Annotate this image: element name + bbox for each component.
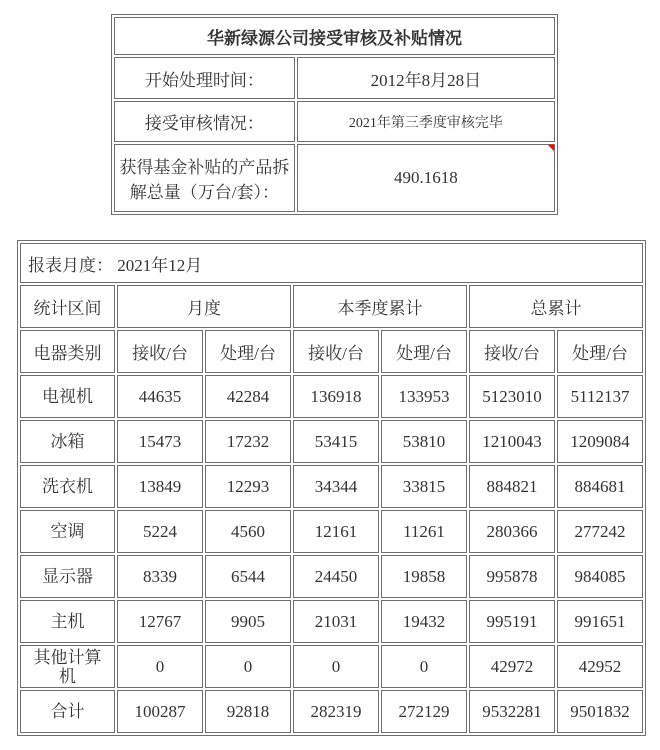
sub-header-processed-total: 处理/台 <box>557 330 643 373</box>
cell-value: 34344 <box>293 465 379 508</box>
subsidy-total-label: 获得基金补贴的产品拆解总量（万台/套）： <box>114 144 295 212</box>
row-category: 电视机 <box>20 375 115 418</box>
cell-value: 136918 <box>293 375 379 418</box>
subsidy-total-cell <box>297 144 555 212</box>
cell-value: 53415 <box>293 420 379 463</box>
cell-value: 100287 <box>117 690 203 733</box>
cell-value: 1209084 <box>557 420 643 463</box>
cell-value: 42972 <box>469 645 555 688</box>
cell-value: 44635 <box>117 375 203 418</box>
row-category: 主机 <box>20 600 115 643</box>
cell-value: 19432 <box>381 600 467 643</box>
cell-value: 15473 <box>117 420 203 463</box>
row-category: 合计 <box>20 690 115 733</box>
cell-value: 9905 <box>205 600 291 643</box>
summary-table-title: 华新绿源公司接受审核及补贴情况 <box>114 17 555 55</box>
summary-row-audit-status <box>114 101 555 142</box>
cell-value: 12161 <box>293 510 379 553</box>
cell-value: 5112137 <box>557 375 643 418</box>
cell-value: 17232 <box>205 420 291 463</box>
cell-value: 5224 <box>117 510 203 553</box>
sub-header-processed-monthly: 处理/台 <box>205 330 291 373</box>
report-month-label: 报表月度： <box>28 255 113 275</box>
report-month-row <box>20 243 643 283</box>
summary-table <box>111 14 558 215</box>
table-row-monitor <box>20 555 643 598</box>
group-header-monthly: 月度 <box>117 285 291 328</box>
row-category: 冰箱 <box>20 420 115 463</box>
cell-value: 24450 <box>293 555 379 598</box>
table-row-other-computer <box>20 645 643 688</box>
cell-value: 5123010 <box>469 375 555 418</box>
table-row-total <box>20 690 643 733</box>
cell-value: 995191 <box>469 600 555 643</box>
cell-value: 12767 <box>117 600 203 643</box>
cell-value: 0 <box>117 645 203 688</box>
cell-value: 4560 <box>205 510 291 553</box>
cell-value: 0 <box>205 645 291 688</box>
report-sub-header-row <box>20 330 643 373</box>
group-header-quarter-cumulative: 本季度累计 <box>293 285 467 328</box>
cell-value: 42284 <box>205 375 291 418</box>
cell-value: 133953 <box>381 375 467 418</box>
sub-header-received-quarter: 接收/台 <box>293 330 379 373</box>
cell-comment-marker-icon <box>548 145 554 151</box>
table-row-aircon <box>20 510 643 553</box>
cell-value: 21031 <box>293 600 379 643</box>
cell-value: 6544 <box>205 555 291 598</box>
cell-value: 995878 <box>469 555 555 598</box>
start-time-value: 2012年8月28日 <box>297 57 555 99</box>
cell-value: 277242 <box>557 510 643 553</box>
row-category: 空调 <box>20 510 115 553</box>
cell-value: 19858 <box>381 555 467 598</box>
report-table <box>17 240 646 736</box>
cell-value: 991651 <box>557 600 643 643</box>
cell-value: 13849 <box>117 465 203 508</box>
cell-value: 53810 <box>381 420 467 463</box>
cell-value: 12293 <box>205 465 291 508</box>
cell-value: 0 <box>381 645 467 688</box>
stat-interval-header: 统计区间 <box>20 285 115 328</box>
audit-status-value: 2021年第三季度审核完毕 <box>297 101 555 142</box>
sub-header-processed-quarter: 处理/台 <box>381 330 467 373</box>
cell-value: 11261 <box>381 510 467 553</box>
cell-value: 884821 <box>469 465 555 508</box>
cell-value: 0 <box>293 645 379 688</box>
row-category: 显示器 <box>20 555 115 598</box>
table-row-tv <box>20 375 643 418</box>
summary-title-row <box>114 17 555 55</box>
cell-value: 272129 <box>381 690 467 733</box>
summary-row-start-time <box>114 57 555 99</box>
report-month-cell <box>20 243 643 283</box>
audit-status-label: 接受审核情况： <box>114 101 295 142</box>
summary-row-subsidy-total <box>114 144 555 212</box>
cell-value: 42952 <box>557 645 643 688</box>
sub-header-received-total: 接收/台 <box>469 330 555 373</box>
cell-value: 984085 <box>557 555 643 598</box>
cell-value: 9532281 <box>469 690 555 733</box>
sub-header-received-monthly: 接收/台 <box>117 330 203 373</box>
group-header-total-cumulative: 总累计 <box>469 285 643 328</box>
cell-value: 884681 <box>557 465 643 508</box>
cell-value: 92818 <box>205 690 291 733</box>
subsidy-total-value: 490.1618 <box>394 168 458 187</box>
table-row-washer <box>20 465 643 508</box>
category-header: 电器类别 <box>20 330 115 373</box>
cell-value: 33815 <box>381 465 467 508</box>
cell-value: 8339 <box>117 555 203 598</box>
cell-value: 282319 <box>293 690 379 733</box>
row-category: 其他计算机 <box>20 645 115 688</box>
start-time-label: 开始处理时间： <box>114 57 295 99</box>
row-category: 洗衣机 <box>20 465 115 508</box>
report-group-header-row <box>20 285 643 328</box>
cell-value: 9501832 <box>557 690 643 733</box>
table-row-host <box>20 600 643 643</box>
table-row-fridge <box>20 420 643 463</box>
cell-value: 280366 <box>469 510 555 553</box>
cell-value: 1210043 <box>469 420 555 463</box>
report-month-value: 2021年12月 <box>117 255 203 275</box>
